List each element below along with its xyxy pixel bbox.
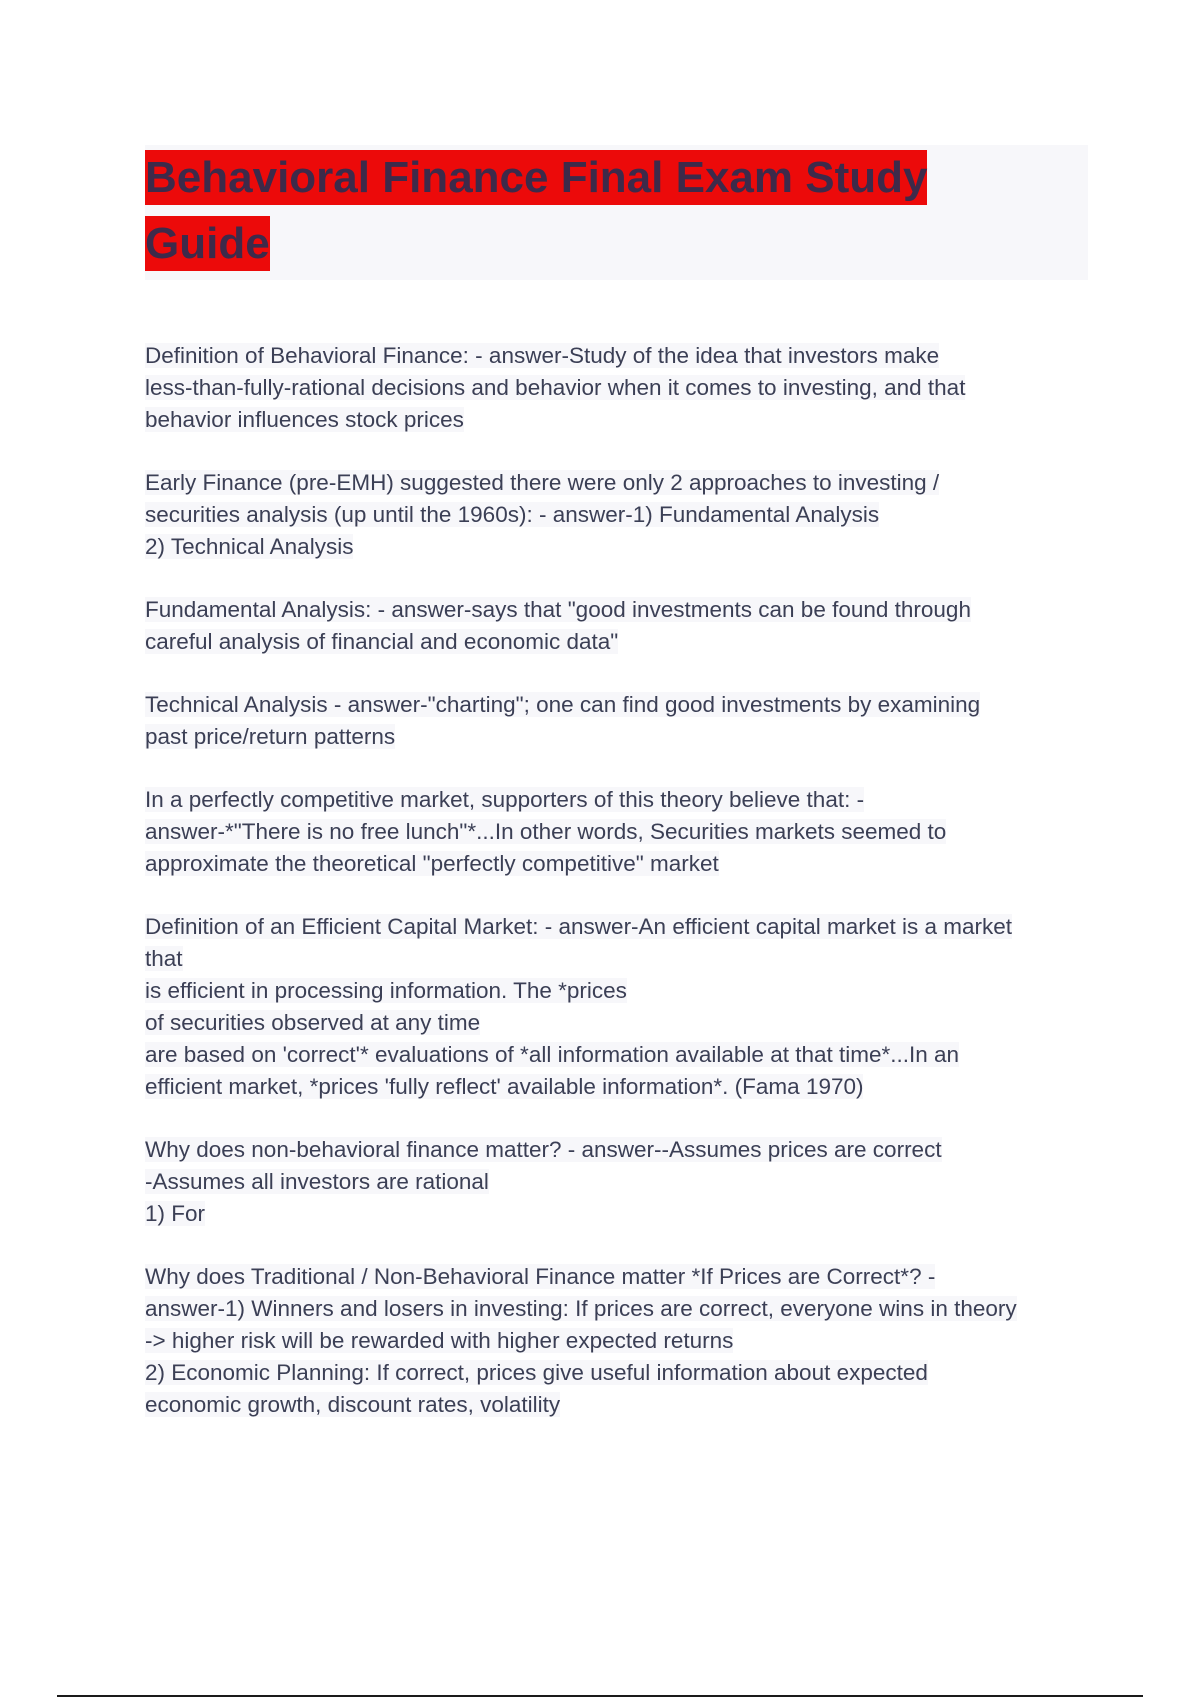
document-title-text: Behavioral Finance Final Exam Study Guide bbox=[145, 150, 927, 271]
entry-line-text: efficient market, *prices 'fully reflect' available information*. (Fama 1970) bbox=[145, 1074, 864, 1099]
entry-line-text: are based on 'correct'* evaluations of *all information available at that time*...In an bbox=[145, 1042, 960, 1067]
entry-line bbox=[145, 1134, 1090, 1166]
document-title bbox=[145, 145, 1005, 277]
entry-line-text: answer-*"There is no free lunch"*...In other words, Securities markets seemed to bbox=[145, 819, 947, 844]
entry-line-text: Why does non-behavioral finance matter? - answer--Assumes prices are correct bbox=[145, 1137, 942, 1162]
entry-line bbox=[145, 1357, 1090, 1389]
entry-line-text: Technical Analysis - answer-"charting"; one can find good investments by examining bbox=[145, 692, 981, 717]
entry-line bbox=[145, 816, 1090, 848]
qa-entry bbox=[145, 467, 1090, 563]
qa-entry bbox=[145, 784, 1090, 880]
entry-line bbox=[145, 499, 1090, 531]
entry-line bbox=[145, 943, 1090, 975]
qa-entry bbox=[145, 340, 1090, 436]
entry-line bbox=[145, 404, 1090, 436]
qa-entry bbox=[145, 1134, 1090, 1230]
entry-line-text: past price/return patterns bbox=[145, 724, 396, 749]
entry-line-text: answer-1) Winners and losers in investing: If prices are correct, everyone wins in theory bbox=[145, 1296, 1017, 1321]
qa-entry bbox=[145, 689, 1090, 753]
entry-line-text: is efficient in processing information. The *prices bbox=[145, 978, 627, 1003]
entry-line bbox=[145, 340, 1090, 372]
entry-line-text: economic growth, discount rates, volatility bbox=[145, 1392, 561, 1417]
entry-line bbox=[145, 1071, 1090, 1103]
entry-line bbox=[145, 975, 1090, 1007]
qa-entry bbox=[145, 594, 1090, 658]
entry-line bbox=[145, 1389, 1090, 1421]
entry-line bbox=[145, 1007, 1090, 1039]
entry-line bbox=[145, 1325, 1090, 1357]
page-bottom-rule bbox=[57, 1695, 1143, 1697]
entry-line bbox=[145, 784, 1090, 816]
entry-line bbox=[145, 689, 1090, 721]
entry-line-text: In a perfectly competitive market, supporters of this theory believe that: - bbox=[145, 787, 865, 812]
entry-line bbox=[145, 1039, 1090, 1071]
entry-line bbox=[145, 911, 1090, 943]
qa-entry bbox=[145, 1261, 1090, 1421]
entry-line-text: securities analysis (up until the 1960s): - answer-1) Fundamental Analysis bbox=[145, 502, 880, 527]
entry-line-text: -> higher risk will be rewarded with higher expected returns bbox=[145, 1328, 734, 1353]
entry-line bbox=[145, 1293, 1090, 1325]
entry-line bbox=[145, 721, 1090, 753]
entry-line-text: 2) Economic Planning: If correct, prices give useful information about expected bbox=[145, 1360, 928, 1385]
document-body bbox=[145, 340, 1090, 1452]
title-box bbox=[145, 145, 1088, 280]
entry-line bbox=[145, 1261, 1090, 1293]
entry-line-text: approximate the theoretical "perfectly competitive" market bbox=[145, 851, 719, 876]
entry-line bbox=[145, 531, 1090, 563]
qa-entry bbox=[145, 911, 1090, 1103]
entry-line-text: of securities observed at any time bbox=[145, 1010, 481, 1035]
entry-line-text: 2) Technical Analysis bbox=[145, 534, 354, 559]
entry-line-text: careful analysis of financial and economic data" bbox=[145, 629, 619, 654]
entry-line-text: 1) For bbox=[145, 1201, 206, 1226]
entry-line bbox=[145, 1198, 1090, 1230]
entry-line-text: Fundamental Analysis: - answer-says that "good investments can be found through bbox=[145, 597, 971, 622]
entry-line-text: Why does Traditional / Non-Behavioral Finance matter *If Prices are Correct*? - bbox=[145, 1264, 936, 1289]
entry-line-text: Definition of Behavioral Finance: - answer-Study of the idea that investors make bbox=[145, 343, 940, 368]
entry-line bbox=[145, 1166, 1090, 1198]
entry-line-text: that bbox=[145, 946, 183, 971]
entry-line-text: Early Finance (pre-EMH) suggested there were only 2 approaches to investing / bbox=[145, 470, 940, 495]
entry-line-text: behavior influences stock prices bbox=[145, 407, 464, 432]
entry-line bbox=[145, 848, 1090, 880]
entry-line bbox=[145, 626, 1090, 658]
entry-line bbox=[145, 467, 1090, 499]
entry-line bbox=[145, 594, 1090, 626]
entry-line-text: Definition of an Efficient Capital Market: - answer-An efficient capital market is a market bbox=[145, 914, 1013, 939]
entry-line-text: less-than-fully-rational decisions and behavior when it comes to investing, and that bbox=[145, 375, 966, 400]
entry-line bbox=[145, 372, 1090, 404]
entry-line-text: -Assumes all investors are rational bbox=[145, 1169, 489, 1194]
